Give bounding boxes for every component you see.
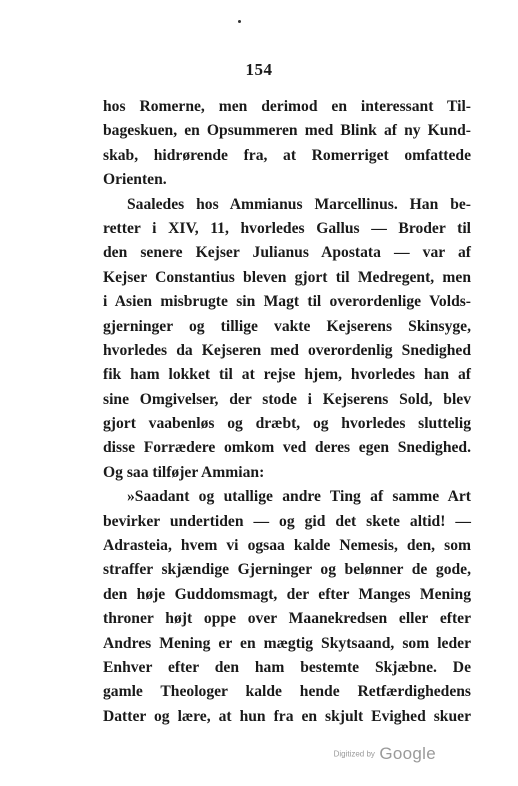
text-line: Andres Mening er en mægtig Skytsaand, som leder [103,634,471,652]
text-line: gamle Theologer kalde hende Retfærdighedens [103,683,471,701]
text-line: bageskuen, en Opsummeren med Blink af ny Kund- [103,122,471,140]
page-number: 154 [245,60,273,79]
google-logo-text: Google [379,744,436,763]
text-line: hvorledes da Kejseren med overordenlig Snedighed [103,341,471,359]
text-line: disse Forrædere omkom ved deres egen Snedighed. [103,439,471,457]
text-line: throner højt oppe over Maanekredsen eller efter [103,610,471,628]
text-line: Kejser Constantius bleven gjort til Medregent, men [103,268,471,286]
text-line: Orienten. [103,171,167,189]
digitized-by-google-watermark [334,744,436,764]
text-line: Og saa tilføjer Ammian: [103,463,265,481]
text-line: i Asien misbrugte sin Magt til overordenlige Volds- [103,293,471,311]
text-line: den senere Kejser Julianus Apostata — var af [103,244,471,262]
text-line: fik ham lokket til at rejse hjem, hvorledes han af [103,366,471,384]
text-line: sine Omgivelser, der stode i Kejserens Sold, blev [103,390,471,408]
text-line: den høje Guddomsmagt, der efter Manges Mening [103,585,471,603]
text-line: Saaledes hos Ammianus Marcellinus. Han be- [127,195,471,213]
ink-speck [238,20,241,23]
text-line: straffer skjændige Gjerninger og belønner de gode, [103,561,471,579]
digitized-by-label: Digitized by [333,749,375,759]
text-line: gjerninger og tillige vakte Kejserens Skinsyge, [103,317,471,335]
text-line: Datter og lære, at hun fra en skjult Evighed skuer [103,707,471,725]
text-line: retter i XIV, 11, hvorledes Gallus — Broder til [103,219,471,237]
body-text [103,95,471,729]
text-line: hos Romerne, men derimod en interessant Til- [103,98,471,115]
text-line: Adrasteia, hvem vi ogsaa kalde Nemesis, den, som [103,537,471,555]
text-line: bevirker undertiden — og gid det skete altid! — [103,512,471,530]
text-line: gjort vaabenløs og dræbt, og hvorledes sluttelig [103,415,471,433]
text-line: Enhver efter den ham bestemte Skjæbne. De [103,658,471,676]
text-line: »Saadant og utallige andre Ting af samme Art [127,488,471,506]
text-line: skab, hidrørende fra, at Romerriget omfattede [103,146,471,164]
